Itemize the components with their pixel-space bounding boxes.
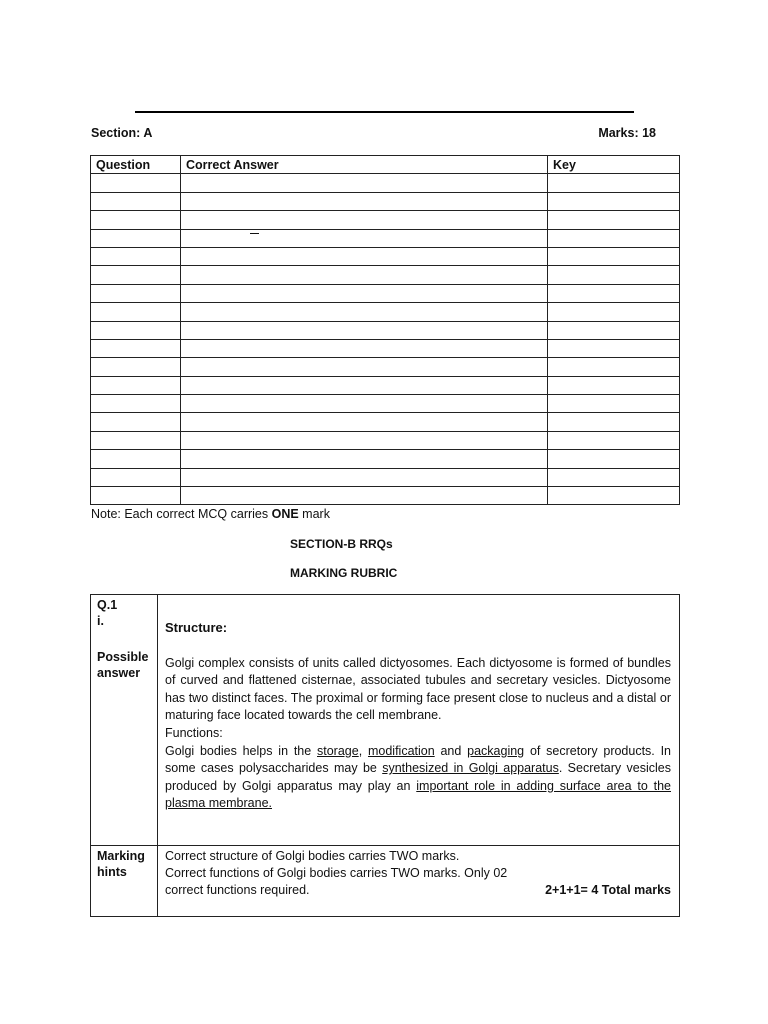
key-cell: [548, 192, 680, 210]
answer-cell: [181, 192, 548, 210]
question-number: Q.1: [97, 598, 118, 612]
question-cell: [91, 395, 181, 413]
question-cell: [91, 192, 181, 210]
total-marks: 2+1+1= 4 Total marks: [545, 883, 671, 897]
dash-mark: [250, 233, 259, 234]
answer-cell: [181, 487, 548, 505]
question-cell: [91, 468, 181, 486]
question-cell: [91, 450, 181, 468]
answer-cell: [181, 266, 548, 284]
underlined-modification: modification: [367, 743, 435, 758]
key-cell: [548, 487, 680, 505]
answer-cell: [181, 358, 548, 376]
rubric-hints-row: [91, 846, 680, 917]
question-cell: [91, 211, 181, 229]
question-cell: [91, 339, 181, 357]
question-cell: [91, 229, 181, 247]
table-row: [91, 395, 680, 413]
key-cell: [548, 174, 680, 192]
top-rule: [135, 111, 634, 113]
table-row: [91, 376, 680, 394]
key-cell: [548, 303, 680, 321]
rubric-answer-row: [91, 595, 680, 846]
table-row: [91, 413, 680, 431]
table-row: [91, 284, 680, 302]
section-label: Section: A: [91, 126, 153, 140]
key-cell: [548, 431, 680, 449]
question-cell: [91, 247, 181, 265]
answer-cell: [181, 174, 548, 192]
mcq-table-body: [91, 174, 680, 505]
table-header-row: [91, 156, 680, 174]
table-row: [91, 358, 680, 376]
key-cell: [548, 413, 680, 431]
underlined-surface-area: important role in adding surface area to the plasma membrane.: [165, 778, 671, 811]
key-cell: [548, 284, 680, 302]
hint-structure: Correct structure of Golgi bodies carries TWO marks.: [165, 849, 460, 863]
underlined-packaging: packaging: [467, 743, 525, 758]
answer-cell: [181, 376, 548, 394]
question-cell: [91, 321, 181, 339]
functions-title: Functions:: [165, 725, 223, 740]
answer-cell: [181, 395, 548, 413]
table-row: [91, 431, 680, 449]
answer-cell: [181, 431, 548, 449]
table-row: [91, 321, 680, 339]
key-cell: [548, 339, 680, 357]
marking-hints-cell: [158, 846, 680, 917]
question-cell: [91, 413, 181, 431]
note-emphasis: ONE: [271, 507, 299, 521]
marks-label: Marks: 18: [598, 126, 656, 140]
possible-answer-cell: [158, 595, 680, 846]
key-cell: [548, 321, 680, 339]
table-row: [91, 174, 680, 192]
table-row: [91, 303, 680, 321]
question-cell: [91, 487, 181, 505]
table-row: [91, 450, 680, 468]
table-row: [91, 487, 680, 505]
question-part: i.: [97, 614, 104, 628]
functions-text: Golgi bodies helps in the storage, modification and packaging of secretory products. In some cases polysaccharides may be synthesized in Golgi apparatus. Secretary vesicles produced by Golgi apparatus may play an important role in adding surface area to the plasma membrane.: [165, 743, 672, 811]
table-row: [91, 266, 680, 284]
question-cell: [91, 284, 181, 302]
question-cell: [91, 303, 181, 321]
structure-text: Golgi complex consists of units called dictyosomes. Each dictyosome is formed of bundles of curved and flattened cisternae, associated tubules and secretary vesicles. Dictyosome has two distinct faces. The proximal or forming face present close to nucleus and a distal or maturing face located towards the cell membrane.: [165, 655, 671, 723]
column-header-question: Question: [91, 156, 181, 174]
table-row: [91, 192, 680, 210]
answer-cell: [181, 247, 548, 265]
table-row: [91, 247, 680, 265]
answer-cell: [181, 321, 548, 339]
key-cell: [548, 229, 680, 247]
mcq-note: Note: Each correct MCQ carries ONE mark: [91, 507, 330, 521]
underlined-synthesized: synthesized in Golgi apparatus: [382, 761, 559, 776]
marking-rubric-heading: MARKING RUBRIC: [290, 566, 398, 580]
table-row: [91, 339, 680, 357]
answer-cell: [181, 284, 548, 302]
key-cell: [548, 395, 680, 413]
question-cell: [91, 174, 181, 192]
key-cell: [548, 266, 680, 284]
marking-hints-label: Marking hints: [91, 846, 158, 917]
question-cell: [91, 358, 181, 376]
possible-answer-label: Possible answer: [97, 650, 149, 680]
question-cell: [91, 431, 181, 449]
underlined-storage: storage: [317, 743, 359, 758]
answer-cell: [181, 339, 548, 357]
structure-title: Structure:: [165, 620, 228, 635]
answer-cell: [181, 211, 548, 229]
key-cell: [548, 247, 680, 265]
answer-cell: [181, 303, 548, 321]
key-cell: [548, 358, 680, 376]
answer-cell: [181, 468, 548, 486]
section-header: [91, 126, 656, 144]
mcq-answer-table: [90, 155, 680, 505]
question-label-cell: [91, 595, 158, 846]
question-cell: [91, 266, 181, 284]
question-cell: [91, 376, 181, 394]
table-row: [91, 468, 680, 486]
table-row: [91, 211, 680, 229]
column-header-key: Key: [548, 156, 680, 174]
rubric-table: [90, 594, 680, 917]
key-cell: [548, 376, 680, 394]
answer-cell: [181, 413, 548, 431]
key-cell: [548, 468, 680, 486]
answer-cell: [181, 450, 548, 468]
key-cell: [548, 211, 680, 229]
answer-cell: [181, 229, 548, 247]
hint-functions: Correct functions of Golgi bodies carries TWO marks. Only 02 correct functions required.: [165, 866, 508, 897]
table-row: [91, 229, 680, 247]
key-cell: [548, 450, 680, 468]
section-b-heading: SECTION-B RRQs: [290, 537, 393, 551]
column-header-correct-answer: Correct Answer: [181, 156, 548, 174]
